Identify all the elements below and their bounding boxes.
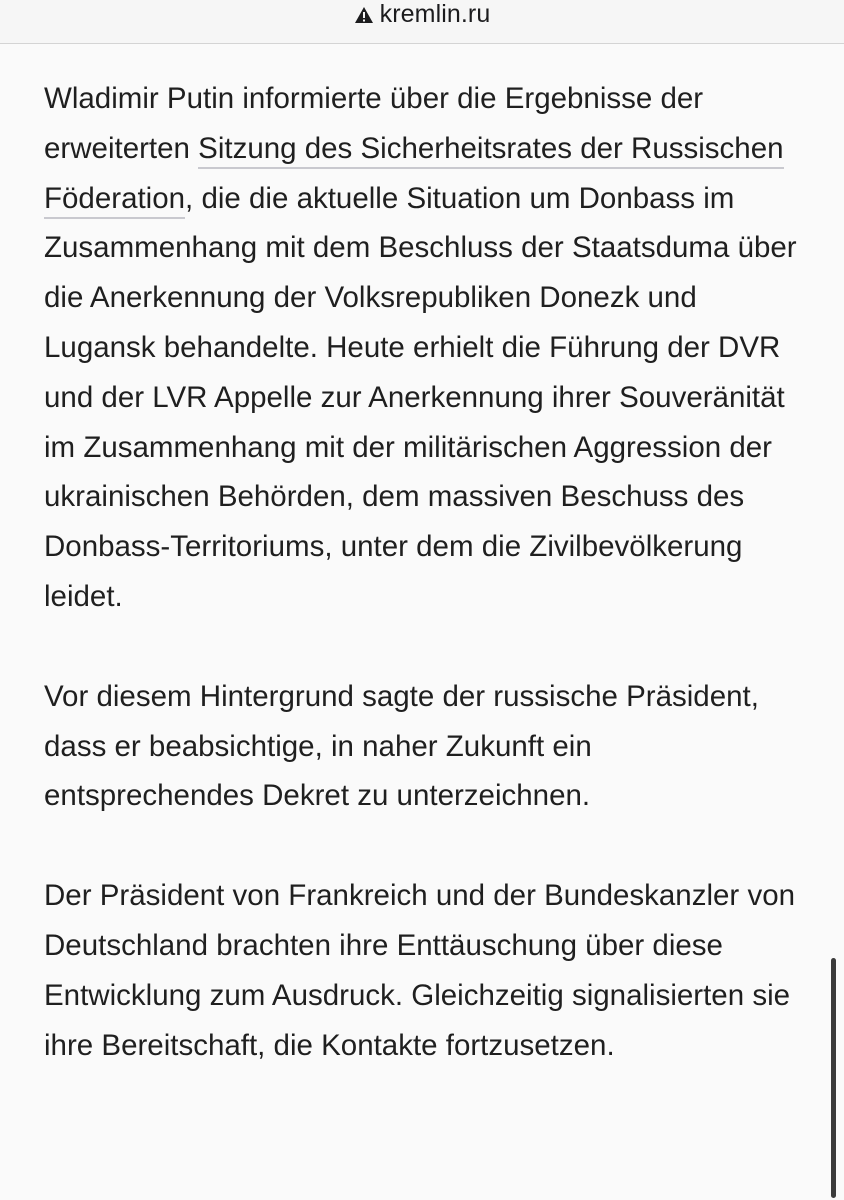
paragraph-1-intro: Wladimir Putin informierte über die Ergebnisse der erweiterten [44, 82, 704, 165]
warning-triangle-icon [354, 6, 374, 24]
scrollbar[interactable] [831, 958, 836, 1198]
paragraph-2: Vor diesem Hintergrund sagte der russische Präsident, dass er beabsichtige, in naher Zukunft ein entsprechendes Dekret zu unterzeichnen. [44, 679, 759, 813]
paragraph-1 [44, 74, 804, 622]
paragraph-1-rest: , die die aktuelle Situation um Donbass im Zusammenhang mit dem Beschluss der Staatsduma über die Anerkennung der Volksrepubliken Donezk und Lugansk behandelte. Heute erhielt die Führung der DVR und der LVR Appelle zur Anerkennung ihrer Souveränität im Zusammenhang mit der militärischen Aggression der ukrainischen Behörden, dem massiven Beschuss des Donbass-Territoriums, unter dem die Zivilbevölkerung leidet. [44, 181, 797, 613]
paragraph-3: Der Präsident von Frankreich und der Bundeskanzler von Deutschland brachten ihre Enttäuschung über diese Entwicklung zum Ausdruck. Gleichzeitig signalisierten sie ihre Bereitschaft, die Kontakte fortzusetzen. [44, 879, 796, 1062]
url-text: kremlin.ru [379, 0, 491, 28]
address-bar[interactable] [0, 0, 844, 44]
security-council-link[interactable]: Sitzung des Sicherheitsrates der Russischen Föderation [44, 132, 784, 219]
article-body [44, 74, 804, 1070]
url-display[interactable] [354, 0, 491, 29]
